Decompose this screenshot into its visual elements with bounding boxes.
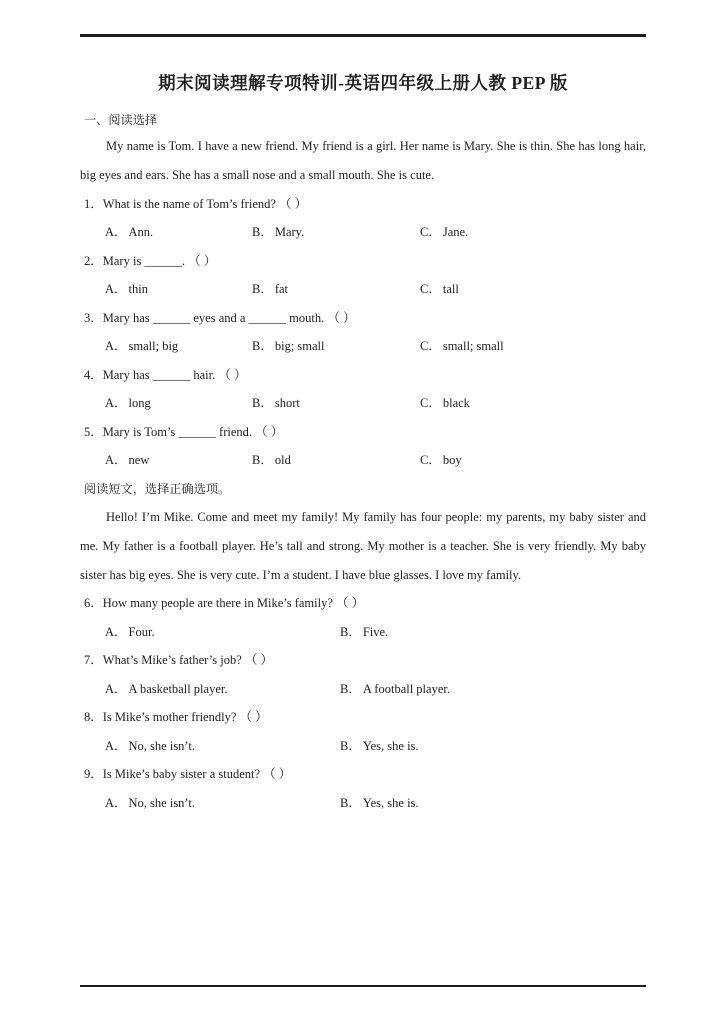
option-a <box>105 618 340 647</box>
option-a <box>105 275 252 304</box>
question-stem <box>80 418 646 447</box>
option-text: A football player. <box>362 681 450 696</box>
question-8 <box>80 703 646 760</box>
option-text: old <box>274 453 291 468</box>
option-label: B． <box>340 795 361 810</box>
question-text: Mary is ______. （ ） <box>102 253 217 268</box>
option-b <box>252 275 420 304</box>
question-options <box>80 732 646 761</box>
question-options <box>80 218 646 247</box>
question-options <box>80 675 646 704</box>
question-options <box>80 275 646 304</box>
reading-passage-2: Hello! I’m Mike. Come and meet my family! My family has four people: my parents, my baby sister and me. My father is a football player. He’s tall and strong. My mother is a teacher. She is very friendly. My baby sister has big eyes. She is very cute. I’m a student. I have blue glasses. I love my family. <box>80 510 646 582</box>
question-text: Mary is Tom’s ______ friend. （ ） <box>102 424 284 439</box>
option-label: B． <box>340 681 361 696</box>
option-label: C． <box>420 282 441 297</box>
option-c <box>420 332 646 361</box>
option-b <box>340 732 646 761</box>
question-options <box>80 789 646 818</box>
question-9 <box>80 760 646 817</box>
question-3 <box>80 304 646 361</box>
question-text: Is Mike’s baby sister a student? （ ） <box>102 767 292 782</box>
question-number: 4． <box>84 367 103 382</box>
question-number: 5． <box>84 424 103 439</box>
option-label: A． <box>105 681 127 696</box>
option-text: No, she isn’t. <box>128 795 195 810</box>
option-label: C． <box>420 453 441 468</box>
option-text: Five. <box>362 624 389 639</box>
question-number: 3． <box>84 310 103 325</box>
question-number: 2． <box>84 253 103 268</box>
option-label: B． <box>340 738 361 753</box>
option-a <box>105 218 252 247</box>
question-text: How many people are there in Mike’s family? （ ） <box>102 596 365 611</box>
question-text: What’s Mike’s father’s job? （ ） <box>102 653 273 668</box>
option-text: thin <box>128 282 148 297</box>
option-b <box>340 789 646 818</box>
option-a <box>105 446 252 475</box>
footer-rule <box>80 985 646 987</box>
question-6 <box>80 589 646 646</box>
option-label: B． <box>252 453 273 468</box>
question-4 <box>80 361 646 418</box>
option-b <box>252 446 420 475</box>
option-a <box>105 332 252 361</box>
option-a <box>105 675 340 704</box>
question-options <box>80 446 646 475</box>
option-text: A basketball player. <box>128 681 228 696</box>
question-stem <box>80 646 646 675</box>
option-label: A． <box>105 396 127 411</box>
question-options <box>80 332 646 361</box>
question-5 <box>80 418 646 475</box>
header-rule <box>80 34 646 37</box>
option-label: A． <box>105 339 127 354</box>
option-text: No, she isn’t. <box>128 738 195 753</box>
option-text: Yes, she is. <box>362 738 419 753</box>
option-label: B． <box>252 282 273 297</box>
option-text: small; big <box>128 339 179 354</box>
question-text: Mary has ______ hair. （ ） <box>102 367 247 382</box>
option-label: A． <box>105 453 127 468</box>
question-2 <box>80 247 646 304</box>
question-number: 1． <box>84 196 103 211</box>
option-text: fat <box>274 282 289 297</box>
option-text: Yes, she is. <box>362 795 419 810</box>
option-b <box>340 675 646 704</box>
question-stem <box>80 760 646 789</box>
option-label: A． <box>105 624 127 639</box>
question-options <box>80 618 646 647</box>
question-stem <box>80 589 646 618</box>
question-stem <box>80 703 646 732</box>
question-number: 9． <box>84 767 103 782</box>
question-1 <box>80 190 646 247</box>
option-c <box>420 389 646 418</box>
question-text: Is Mike’s mother friendly? （ ） <box>102 710 268 725</box>
question-number: 7． <box>84 653 103 668</box>
question-stem <box>80 361 646 390</box>
option-b <box>252 389 420 418</box>
instruction-text: 阅读短文，选择正确选项。 <box>84 481 231 496</box>
question-stem <box>80 304 646 333</box>
option-c <box>420 275 646 304</box>
option-label: A． <box>105 795 127 810</box>
option-text: Mary. <box>274 225 305 240</box>
question-number: 6． <box>84 596 103 611</box>
option-text: short <box>274 396 300 411</box>
option-a <box>105 732 340 761</box>
option-text: long <box>128 396 151 411</box>
option-b <box>252 332 420 361</box>
question-stem <box>80 247 646 276</box>
option-b <box>252 218 420 247</box>
question-stem <box>80 190 646 219</box>
option-text: black <box>442 396 470 411</box>
option-c <box>420 218 646 247</box>
option-label: B． <box>340 624 361 639</box>
option-label: B． <box>252 396 273 411</box>
option-label: A． <box>105 225 127 240</box>
option-label: C． <box>420 396 441 411</box>
question-number: 8． <box>84 710 103 725</box>
page-title: 期末阅读理解专项特训-英语四年级上册人教 PEP 版 <box>158 73 568 93</box>
option-label: B． <box>252 225 273 240</box>
option-text: Ann. <box>128 225 154 240</box>
option-label: A． <box>105 282 127 297</box>
document-body <box>80 108 646 817</box>
option-text: small; small <box>442 339 504 354</box>
reading-passage-1: My name is Tom. I have a new friend. My friend is a girl. Her name is Mary. She is thin. She has long hair, big eyes and ears. She has a small nose and a small mouth. She is cute. <box>80 139 646 182</box>
option-label: C． <box>420 339 441 354</box>
question-text: What is the name of Tom’s friend? （ ） <box>102 196 308 211</box>
section-heading: 一、阅读选择 <box>84 113 158 127</box>
option-text: new <box>128 453 150 468</box>
option-text: big; small <box>274 339 325 354</box>
question-text: Mary has ______ eyes and a ______ mouth. （ ） <box>102 310 356 325</box>
option-label: A． <box>105 738 127 753</box>
option-text: Four. <box>128 624 155 639</box>
option-a <box>105 789 340 818</box>
option-text: boy <box>442 453 462 468</box>
option-label: B． <box>252 339 273 354</box>
option-a <box>105 389 252 418</box>
option-b <box>340 618 646 647</box>
option-label: C． <box>420 225 441 240</box>
question-7 <box>80 646 646 703</box>
option-c <box>420 446 646 475</box>
option-text: tall <box>442 282 459 297</box>
question-options <box>80 389 646 418</box>
option-text: Jane. <box>442 225 469 240</box>
